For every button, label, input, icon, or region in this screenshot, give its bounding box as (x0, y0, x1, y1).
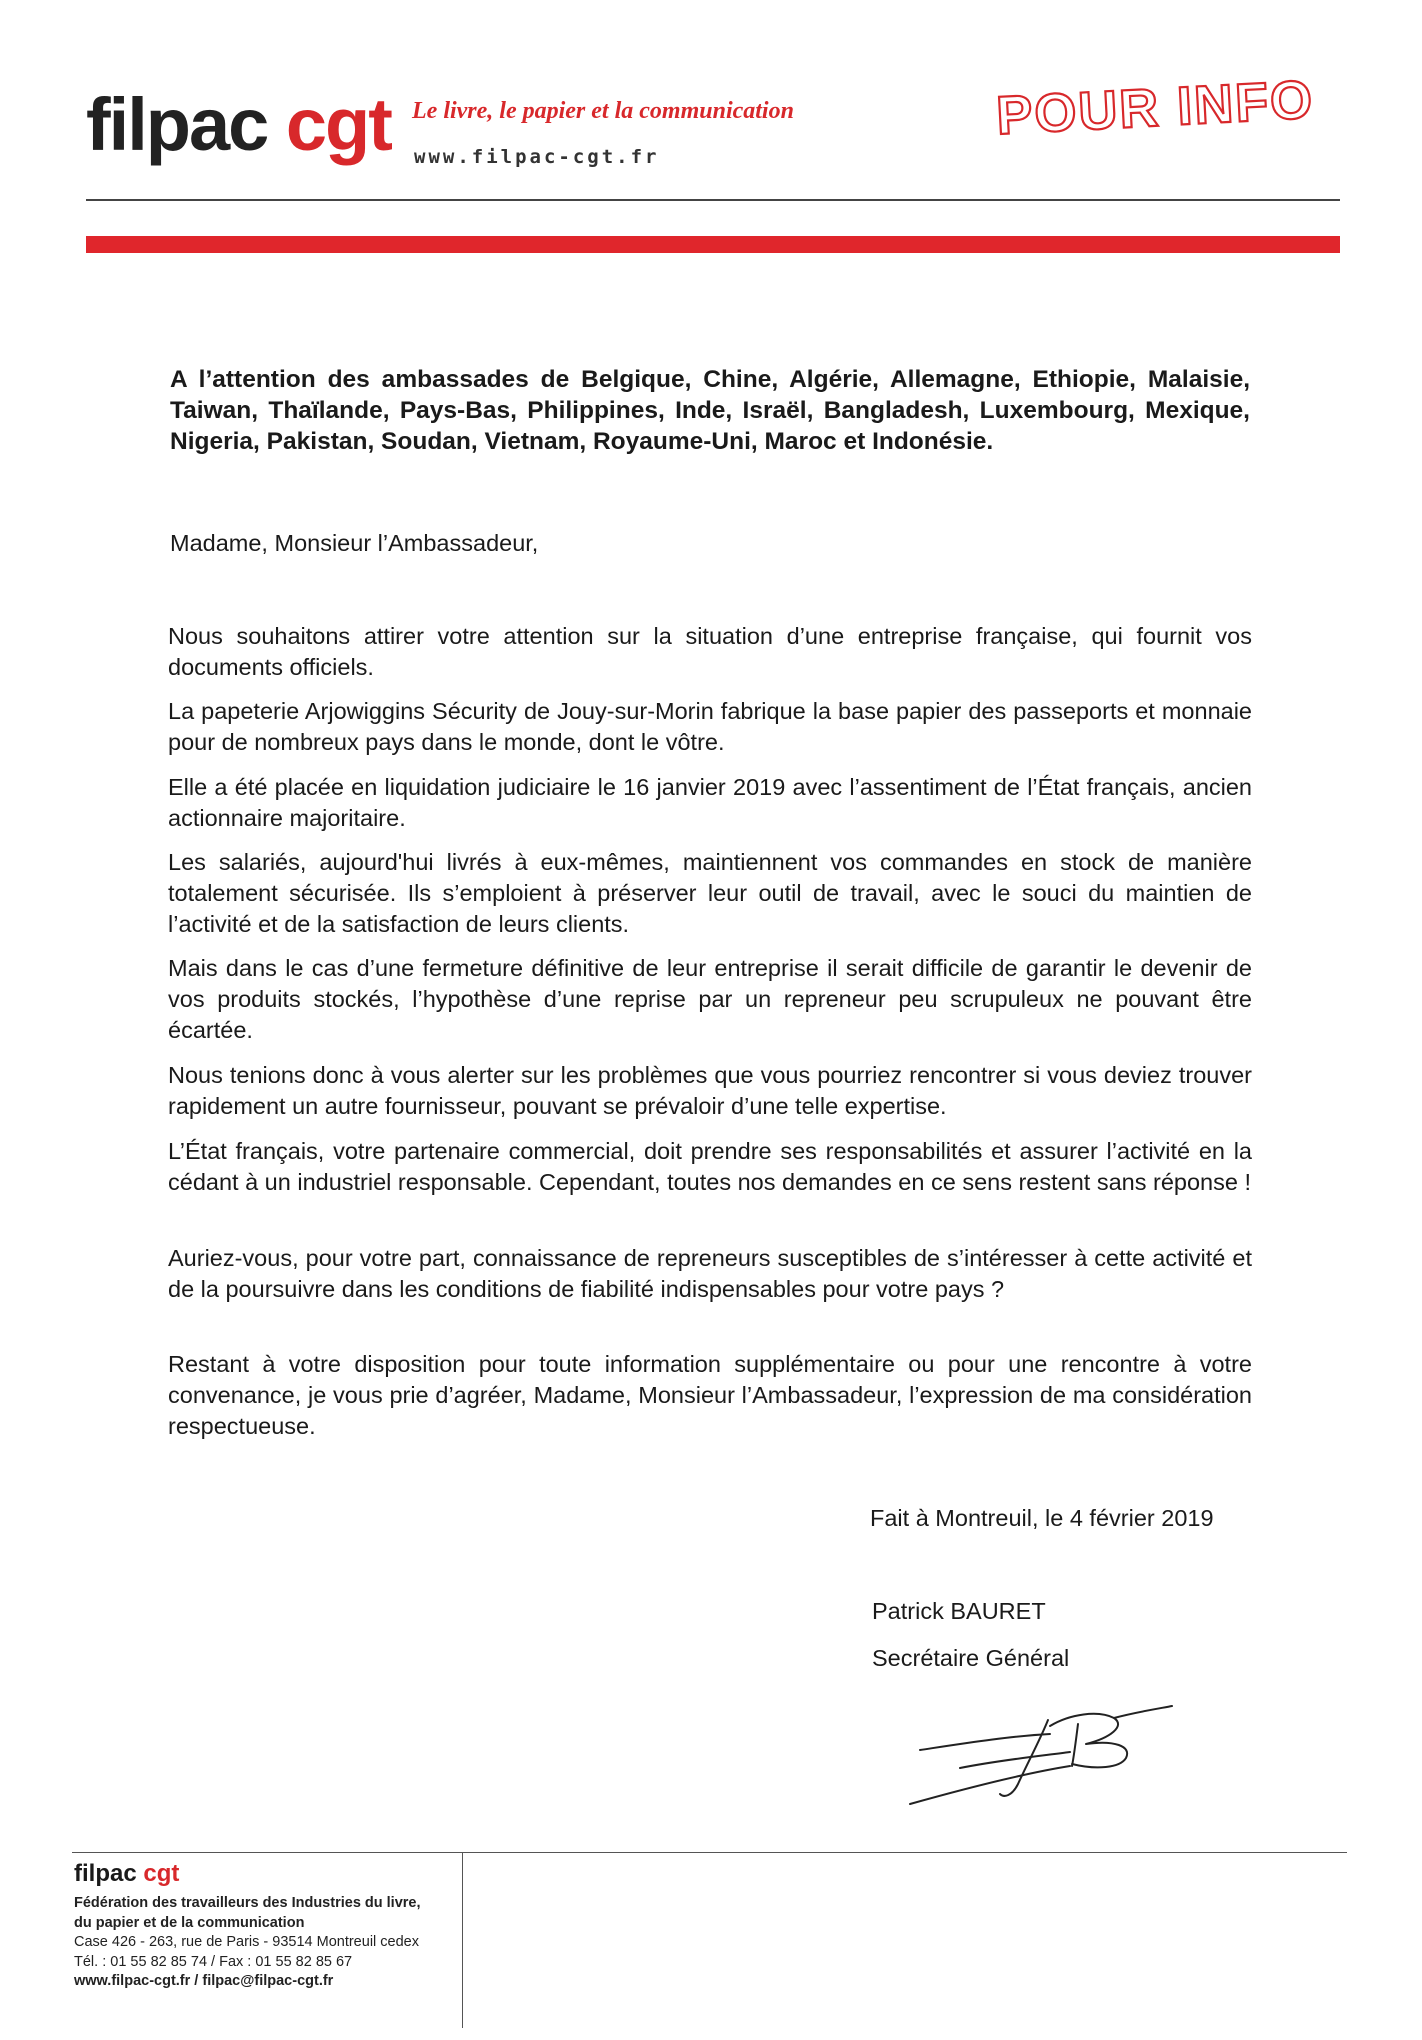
letter-paragraph: Nous tenions donc à vous alerter sur les problèmes que vous pourriez rencontrer si vous deviez trouver rapidement un autre fournisseur, pouvant se prévaloir d’une telle expertise. (168, 1062, 1252, 1119)
footer-logo-word-cgt: cgt (143, 1860, 180, 1887)
filpac-cgt-logo (86, 83, 391, 166)
letter-paragraph: Restant à votre disposition pour toute information supplémentaire ou pour une rencontre à votre convenance, je vous prie d’agréer, Madame, Monsieur l’Ambassadeur, l’expression de ma considération respectueuse. (168, 1351, 1252, 1439)
handwritten-signature (900, 1700, 1180, 1810)
header-red-band (86, 236, 1340, 253)
letter-salutation: Madame, Monsieur l’Ambassadeur, (170, 530, 539, 556)
footer-org-line2: du papier et de la communication (74, 1914, 305, 1931)
footer-logo (74, 1860, 179, 1888)
place-and-date: Fait à Montreuil, le 4 février 2019 (870, 1505, 1214, 1531)
footer-phone-fax: Tél. : 01 55 82 85 74 / Fax : 01 55 82 85 67 (74, 1953, 353, 1970)
letter-paragraph: Mais dans le cas d’une fermeture définitive de leur entreprise il serait difficile de garantir le devenir de vos produits stockés, l’hypothèse d’une reprise par un repreneur peu scrupuleux ne pouvant être écartée. (168, 955, 1252, 1043)
letter-paragraph: Nous souhaitons attirer votre attention sur la situation d’une entreprise française, qui fournit vos documents officiels. (168, 623, 1252, 680)
pour-info-stamp (984, 58, 1316, 150)
signer-title: Secrétaire Général (872, 1645, 1070, 1671)
logo-word-cgt: cgt (285, 83, 391, 166)
letter-paragraph: L’État français, votre partenaire commercial, doit prendre ses responsabilités et assurer l’activité en la cédant à un industriel responsable. Cependant, toutes nos demandes en ce sens restent sans réponse ! (168, 1138, 1252, 1195)
letter-paragraph: Elle a été placée en liquidation judiciaire le 16 janvier 2019 avec l’assentiment de l’État français, ancien actionnaire majoritaire. (168, 774, 1252, 831)
letter-paragraph: Auriez-vous, pour votre part, connaissance de repreneurs susceptibles de s’intéresser à cette activité et de la poursuivre dans les conditions de fiabilité indispensables pour votre pays ? (168, 1245, 1252, 1302)
footer-web-email: www.filpac-cgt.fr / filpac@filpac-cgt.fr (74, 1973, 334, 1989)
footer-divider (72, 1852, 1347, 1853)
footer-org-line1: Fédération des travailleurs des Industries du livre, (74, 1895, 421, 1911)
footer-vertical-divider (462, 1853, 463, 2028)
header-divider (86, 199, 1340, 201)
footer-logo-word-filpac: filpac (74, 1860, 137, 1887)
logo-word-filpac: filpac (86, 83, 268, 166)
header-tagline: Le livre, le papier et la communication (412, 98, 794, 124)
letter-addressee: A l’attention des ambassades de Belgique, Chine, Algérie, Allemagne, Ethiopie, Malaisie, Taiwan, Thaïlande, Pays-Bas, Philippines, Inde, Israël, Bangladesh, Luxembourg, Mexique, Nigeria, Pakistan, Soudan, Vietnam, Royaume-Uni, Maroc et Indonésie. (170, 366, 1250, 455)
signer-name: Patrick BAURET (872, 1598, 1046, 1624)
footer-contact-block (74, 1894, 421, 1992)
footer-address: Case 426 - 263, rue de Paris - 93514 Montreuil cedex (74, 1934, 419, 1950)
letter-paragraph: La papeterie Arjowiggins Sécurity de Jouy-sur-Morin fabrique la base papier des passeports et monnaie pour de nombreux pays dans le monde, dont le vôtre. (168, 698, 1252, 755)
stamp-text: POUR INFO (994, 69, 1316, 147)
letter-paragraph: Les salariés, aujourd'hui livrés à eux-mêmes, maintiennent vos commandes en stock de manière totalement sécurisée. Ils s’emploient à préserver leur outil de travail, avec le souci du maintien de l’activité et de la satisfaction de leurs clients. (168, 849, 1252, 937)
header-website: www.filpac-cgt.fr (414, 146, 660, 168)
